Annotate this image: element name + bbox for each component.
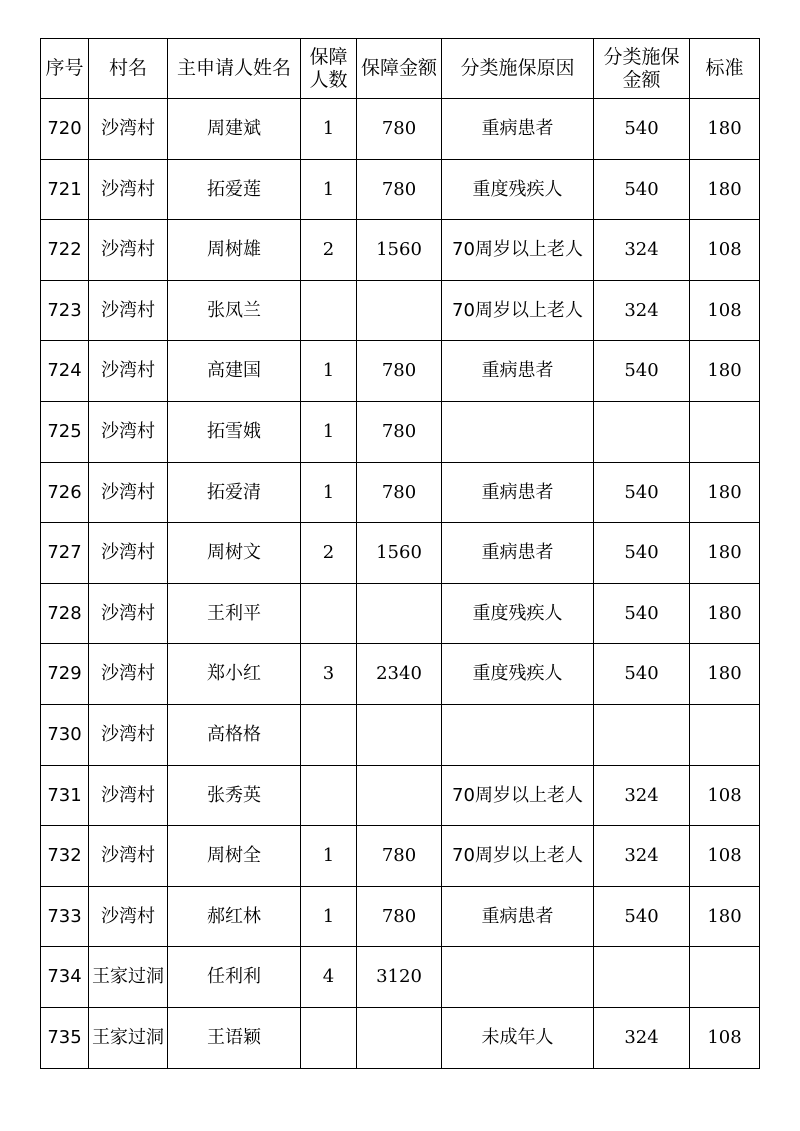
table-row [41,220,760,281]
cell-count: 1 [301,99,357,160]
cell-count [301,280,357,341]
cell-standard: 180 [690,99,760,160]
cell-village: 沙湾村 [89,523,168,584]
cell-applicant-name: 郝红林 [168,886,301,947]
cell-count [301,704,357,765]
cell-seq: 735 [41,1007,89,1068]
cell-reason: 重病患者 [442,341,594,402]
cell-standard: 180 [690,583,760,644]
cell-count: 2 [301,523,357,584]
cell-standard: 180 [690,886,760,947]
cell-amount: 780 [357,99,442,160]
cell-seq: 731 [41,765,89,826]
cell-reason: 重病患者 [442,462,594,523]
cell-reason: 未成年人 [442,1007,594,1068]
cell-seq: 722 [41,220,89,281]
header-seq: 序号 [41,39,89,99]
cell-standard [690,704,760,765]
cell-standard [690,947,760,1008]
table-row [41,401,760,462]
cell-class-amount [594,401,690,462]
cell-amount: 780 [357,401,442,462]
cell-applicant-name: 周建斌 [168,99,301,160]
cell-amount [357,704,442,765]
cell-standard: 180 [690,523,760,584]
table-row [41,886,760,947]
cell-village: 沙湾村 [89,462,168,523]
cell-reason [442,704,594,765]
cell-seq: 725 [41,401,89,462]
table-row [41,765,760,826]
cell-applicant-name: 张凤兰 [168,280,301,341]
cell-standard: 108 [690,826,760,887]
table-row [41,1007,760,1068]
cell-village: 沙湾村 [89,826,168,887]
cell-applicant-name: 高建国 [168,341,301,402]
cell-amount: 780 [357,341,442,402]
cell-count: 1 [301,886,357,947]
cell-applicant-name: 周树文 [168,523,301,584]
cell-standard: 180 [690,159,760,220]
cell-amount: 3120 [357,947,442,1008]
table-row [41,583,760,644]
table-row [41,341,760,402]
cell-applicant-name: 郑小红 [168,644,301,705]
cell-standard: 180 [690,644,760,705]
cell-reason: 70周岁以上老人 [442,280,594,341]
table-row [41,826,760,887]
cell-amount [357,765,442,826]
cell-class-amount: 540 [594,341,690,402]
header-row [41,39,760,99]
cell-applicant-name: 张秀英 [168,765,301,826]
cell-seq: 730 [41,704,89,765]
cell-class-amount: 540 [594,886,690,947]
table-body [41,99,760,1069]
cell-class-amount: 324 [594,220,690,281]
cell-seq: 728 [41,583,89,644]
cell-class-amount: 540 [594,523,690,584]
cell-applicant-name: 王语颖 [168,1007,301,1068]
table-row [41,704,760,765]
cell-standard: 180 [690,341,760,402]
cell-village: 王家过洞 [89,1007,168,1068]
cell-seq: 720 [41,99,89,160]
cell-village: 沙湾村 [89,401,168,462]
cell-count: 2 [301,220,357,281]
cell-class-amount [594,947,690,1008]
cell-seq: 734 [41,947,89,1008]
table-row [41,644,760,705]
cell-amount [357,280,442,341]
cell-village: 沙湾村 [89,583,168,644]
cell-seq: 727 [41,523,89,584]
header-standard: 标准 [690,39,760,99]
table-row [41,99,760,160]
cell-class-amount: 540 [594,644,690,705]
cell-count [301,583,357,644]
cell-reason: 70周岁以上老人 [442,220,594,281]
cell-village: 沙湾村 [89,159,168,220]
cell-reason: 重度残疾人 [442,159,594,220]
cell-village: 沙湾村 [89,220,168,281]
cell-village: 沙湾村 [89,280,168,341]
table-row [41,462,760,523]
cell-standard: 108 [690,220,760,281]
cell-amount: 780 [357,159,442,220]
cell-village: 沙湾村 [89,886,168,947]
cell-count: 1 [301,462,357,523]
cell-applicant-name: 任利利 [168,947,301,1008]
cell-village: 沙湾村 [89,704,168,765]
cell-class-amount: 324 [594,826,690,887]
cell-count: 1 [301,826,357,887]
table-row [41,947,760,1008]
cell-count: 3 [301,644,357,705]
cell-count: 1 [301,341,357,402]
cell-count: 1 [301,401,357,462]
cell-applicant-name: 王利平 [168,583,301,644]
cell-reason: 70周岁以上老人 [442,765,594,826]
cell-class-amount: 324 [594,765,690,826]
cell-count: 4 [301,947,357,1008]
cell-standard: 180 [690,462,760,523]
cell-count [301,1007,357,1068]
cell-amount [357,1007,442,1068]
cell-count: 1 [301,159,357,220]
cell-village: 沙湾村 [89,99,168,160]
cell-village: 王家过洞 [89,947,168,1008]
cell-class-amount: 324 [594,1007,690,1068]
cell-reason: 重病患者 [442,886,594,947]
cell-seq: 729 [41,644,89,705]
cell-village: 沙湾村 [89,765,168,826]
cell-reason: 重度残疾人 [442,644,594,705]
cell-reason: 70周岁以上老人 [442,826,594,887]
cell-reason [442,947,594,1008]
cell-village: 沙湾村 [89,644,168,705]
table-row [41,523,760,584]
cell-applicant-name: 拓爱莲 [168,159,301,220]
table-row [41,280,760,341]
header-count: 保障人数 [301,39,357,99]
cell-seq: 724 [41,341,89,402]
cell-standard: 108 [690,280,760,341]
cell-class-amount [594,704,690,765]
cell-applicant-name: 拓雪娥 [168,401,301,462]
cell-applicant-name: 高格格 [168,704,301,765]
cell-amount: 780 [357,886,442,947]
cell-reason [442,401,594,462]
cell-standard: 108 [690,765,760,826]
cell-reason: 重病患者 [442,523,594,584]
cell-seq: 726 [41,462,89,523]
cell-count [301,765,357,826]
cell-class-amount: 540 [594,159,690,220]
cell-amount [357,583,442,644]
header-amount: 保障金额 [357,39,442,99]
cell-standard: 108 [690,1007,760,1068]
cell-amount: 780 [357,826,442,887]
cell-amount: 780 [357,462,442,523]
cell-seq: 732 [41,826,89,887]
cell-seq: 723 [41,280,89,341]
cell-seq: 721 [41,159,89,220]
cell-class-amount: 540 [594,99,690,160]
cell-class-amount: 540 [594,583,690,644]
cell-reason: 重病患者 [442,99,594,160]
cell-applicant-name: 周树雄 [168,220,301,281]
cell-reason: 重度残疾人 [442,583,594,644]
cell-amount: 1560 [357,523,442,584]
header-village: 村名 [89,39,168,99]
header-reason: 分类施保原因 [442,39,594,99]
header-applicant-name: 主申请人姓名 [168,39,301,99]
cell-class-amount: 540 [594,462,690,523]
cell-applicant-name: 拓爱清 [168,462,301,523]
assistance-table [40,38,760,1069]
table-row [41,159,760,220]
cell-amount: 2340 [357,644,442,705]
cell-applicant-name: 周树全 [168,826,301,887]
header-class-amount: 分类施保金额 [594,39,690,99]
cell-seq: 733 [41,886,89,947]
cell-village: 沙湾村 [89,341,168,402]
cell-standard [690,401,760,462]
cell-class-amount: 324 [594,280,690,341]
cell-amount: 1560 [357,220,442,281]
